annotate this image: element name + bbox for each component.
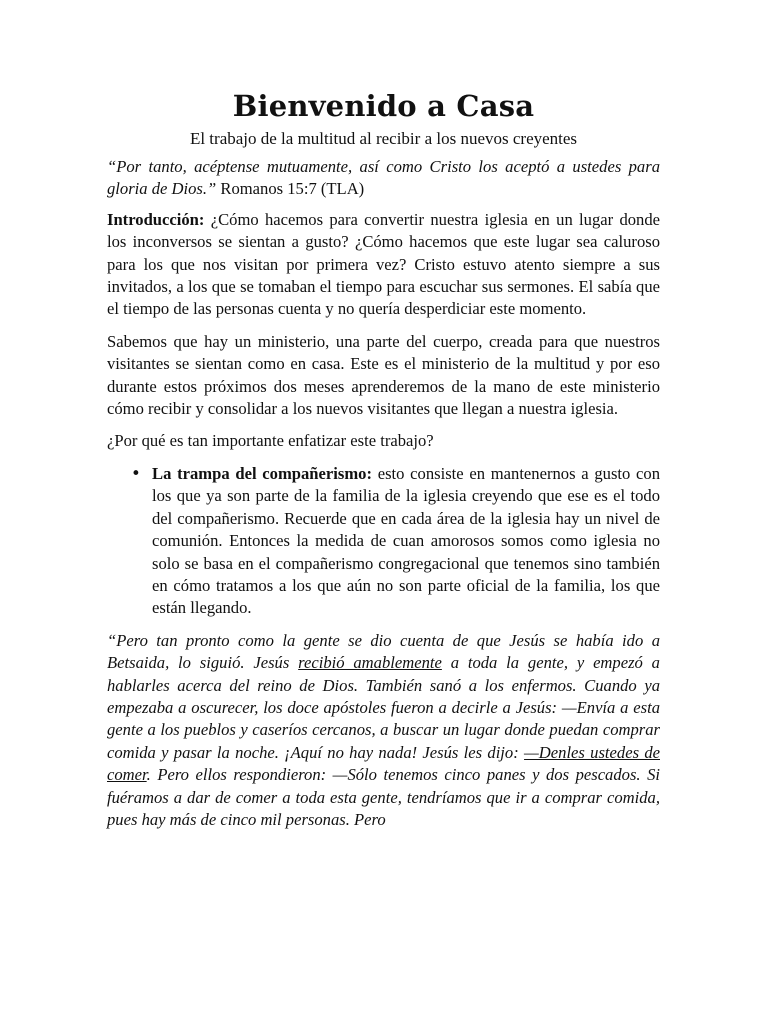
document-subtitle: El trabajo de la multitud al recibir a los nuevos creyentes (189, 129, 578, 148)
opening-quote-text: “Por tanto, acéptense mutuamente, así como Cristo los aceptó a ustedes para gloria de Dios.” (107, 157, 660, 199)
bullet-text: esto consiste en mantenernos a gusto con los que ya son parte de la familia de la iglesia creyendo que ese es el todo del compañerismo. Recuerde que en cada área de la iglesia hay un nivel de comunión. Entonces la medida de cuan amorosos somos como iglesia no solo se basa en el compañerismo congregacional que tenemos sino también en cómo tratamos a los que aún no son parte oficial de la familia, los que están llegando. (152, 463, 660, 618)
introduction-label: Introducción: (107, 209, 205, 229)
opening-quote-reference: Romanos 15:7 (TLA) (216, 179, 365, 199)
bullet-list (107, 463, 660, 620)
opening-quote (107, 156, 660, 201)
scripture-quote-part1: “Pero tan pronto como la gente se dio cuenta de que Jesús se había ido a Betsaida, lo siguió. Jesús (107, 630, 660, 673)
document-title: Bienvenido a Casa (232, 89, 535, 123)
scripture-quote-underline1: recibió amablemente (298, 653, 442, 673)
scripture-quote-part3: . Pero ellos respondieron: —Sólo tenemos cinco panes y dos pescados. Si fuéramos a dar de comer a toda esta gente, tendríamos que ir a comprar comida, pues hay más de cinco mil personas. Pero (107, 765, 660, 829)
bullet-label: La trampa del compañerismo: (152, 463, 372, 483)
introduction-paragraph (107, 209, 660, 321)
scripture-quote-part2: a toda la gente, y empezó a hablarles acerca del reino de Dios. También sanó a los enfermos. Cuando ya empezaba a oscurecer, los doce apóstoles fueron a decirle a Jesús: —Envía a esta gente a los pueblos y caseríos cercanos, a buscar un lugar donde puedan comprar comida y pasar la noche. ¡Aquí no hay nada! Jesús les dijo: (107, 653, 660, 762)
question-paragraph: ¿Por qué es tan importante enfatizar este trabajo? (107, 431, 434, 451)
document-page (107, 86, 660, 831)
bullet-paragraph (152, 463, 660, 620)
bullet-marker: • (131, 463, 141, 483)
ministry-paragraph: Sabemos que hay un ministerio, una parte del cuerpo, creada para que nuestros visitantes se sientan como en casa. Este es el ministerio de la multitud y por eso durante estos próximos dos meses aprenderemos de la mano de este ministerio cómo recibir y consolidar a los nuevos visitantes que llegan a nuestra iglesia. (107, 331, 660, 419)
scripture-quote (107, 630, 660, 832)
introduction-text: ¿Cómo hacemos para convertir nuestra iglesia en un lugar donde los inconversos se sientan a gusto? ¿Cómo hacemos que este lugar sea caluroso para los que nos visitan por primera vez? Cristo estuvo atento siempre a sus invitados, a los que se tomaban el tiempo para escuchar sus sermones. El sabía que el tiempo de las personas cuenta y no quería desperdiciar este momento. (107, 209, 660, 319)
scripture-quote-underline2: —Denles ustedes de comer (107, 742, 660, 785)
list-item (107, 463, 660, 620)
